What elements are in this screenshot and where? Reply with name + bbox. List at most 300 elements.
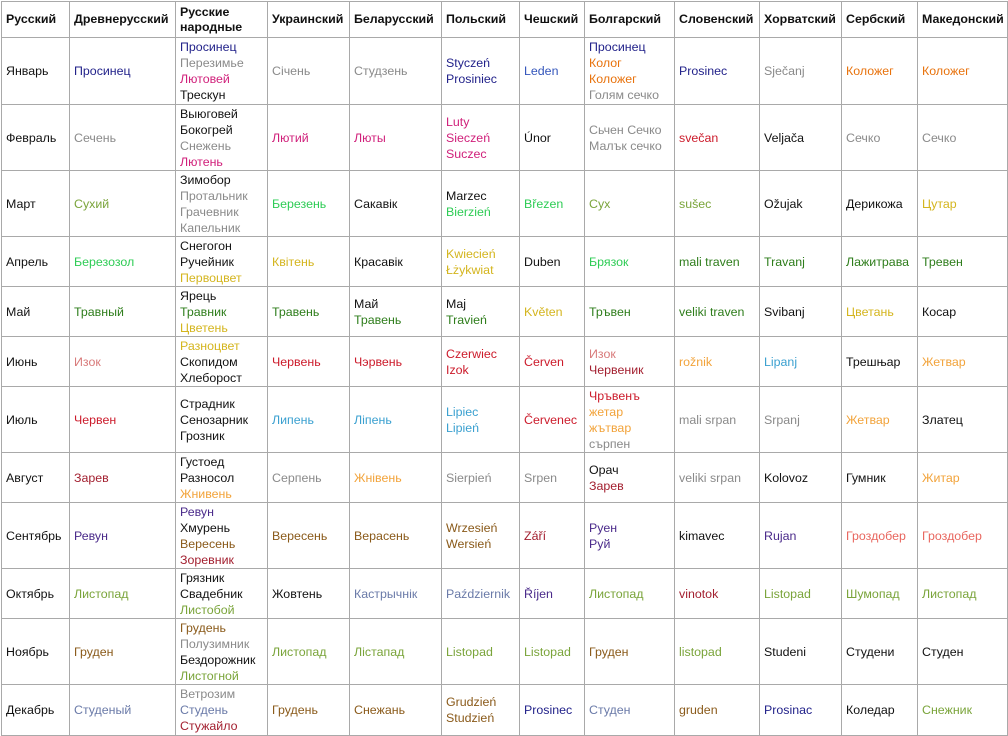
table-row <box>2 387 1008 453</box>
cell-bulgarian <box>585 105 675 171</box>
cell-belarusian <box>350 287 442 337</box>
cell-ukrainian <box>268 685 350 736</box>
month-word: Czerwiec <box>446 346 497 361</box>
month-word: Ветрозим <box>180 687 236 701</box>
cell-russian-folk <box>176 337 268 387</box>
cell-czech <box>520 619 585 685</box>
cell-old-russian <box>70 38 176 105</box>
month-word: Marzec <box>446 188 487 203</box>
month-word: Сенозарник <box>180 412 249 427</box>
cell-serbian <box>842 685 918 736</box>
month-word: Грудень <box>180 620 226 635</box>
cell-russian <box>2 569 70 619</box>
month-word: Жовтень <box>272 586 323 601</box>
month-word: Первоцвет <box>180 270 242 285</box>
cell-russian-folk <box>176 619 268 685</box>
cell-russian <box>2 237 70 287</box>
month-word: Студень <box>180 703 228 717</box>
month-word: Ožujak <box>764 196 803 211</box>
month-word: Листопад <box>272 644 327 659</box>
month-word: mali srpan <box>679 412 737 427</box>
month-word: Малък сечко <box>589 138 662 153</box>
cell-russian <box>2 337 70 387</box>
month-word: Квітень <box>272 254 315 269</box>
cell-russian-folk <box>176 503 268 569</box>
month-word: Październik <box>446 586 511 601</box>
month-word: Suczec <box>446 146 487 161</box>
cell-slovenian <box>675 685 760 736</box>
cell-old-russian <box>70 503 176 569</box>
column-header-czech: Чешский <box>520 2 585 38</box>
month-word: Голям сечко <box>589 88 659 102</box>
cell-russian-folk <box>176 38 268 105</box>
cell-slovenian <box>675 237 760 287</box>
month-word: Veljača <box>764 130 804 145</box>
month-word: Сечко <box>922 130 957 145</box>
cell-serbian <box>842 171 918 237</box>
cell-belarusian <box>350 337 442 387</box>
month-word: Sierpień <box>446 470 492 485</box>
cell-russian-folk <box>176 237 268 287</box>
month-word: rožnik <box>679 354 713 369</box>
column-header-ukrainian: Украинский <box>268 2 350 38</box>
cell-polish <box>442 337 520 387</box>
cell-croatian <box>760 337 842 387</box>
cell-slovenian <box>675 453 760 503</box>
cell-croatian <box>760 38 842 105</box>
month-word: Grudzień <box>446 695 497 709</box>
month-word: Sieczeń <box>446 130 491 145</box>
month-word: Студзень <box>354 64 408 78</box>
month-word: Май <box>354 296 379 311</box>
month-word: Снежник <box>922 703 973 717</box>
month-word: Перезимье <box>180 56 244 70</box>
month-word: Ревун <box>74 528 108 543</box>
month-word: Травень <box>354 312 402 327</box>
month-word: Июль <box>6 412 38 427</box>
month-word: Просинец <box>180 40 237 54</box>
column-header-belarusian: Беларусский <box>350 2 442 38</box>
month-word: Prosinec <box>679 64 728 78</box>
month-word: Протальник <box>180 188 248 203</box>
cell-macedonian <box>918 619 1008 685</box>
month-word: kimavec <box>679 528 725 543</box>
cell-slovenian <box>675 387 760 453</box>
month-word: Выюговей <box>180 106 238 121</box>
month-word: Ноябрь <box>6 644 49 659</box>
column-header-serbian: Сербский <box>842 2 918 38</box>
cell-slovenian <box>675 569 760 619</box>
month-word: Гроздобер <box>922 528 982 543</box>
month-word: Серпень <box>272 470 322 485</box>
month-word: Февраль <box>6 130 57 145</box>
cell-bulgarian <box>585 287 675 337</box>
month-word: Listopad <box>524 644 571 659</box>
month-word: Грязник <box>180 570 225 585</box>
cell-serbian <box>842 453 918 503</box>
month-word: gruden <box>679 703 718 717</box>
month-word: Жнивень <box>180 486 232 501</box>
month-word: Łżykwiat <box>446 262 494 277</box>
month-word: Сакавік <box>354 196 398 211</box>
month-word: Lipanj <box>764 354 798 369</box>
month-word: Зарев <box>589 478 624 493</box>
month-word: Duben <box>524 254 561 269</box>
table-row <box>2 685 1008 736</box>
month-word: Ревун <box>180 504 214 519</box>
cell-old-russian <box>70 337 176 387</box>
month-word: Люты <box>354 130 386 145</box>
month-word: Декабрь <box>6 703 55 717</box>
month-word: жетар <box>589 404 624 419</box>
cell-ukrainian <box>268 38 350 105</box>
month-word: Грозник <box>180 428 225 443</box>
month-word: Сух <box>589 196 611 211</box>
month-word: Лютовей <box>180 72 230 86</box>
month-word: Студен <box>922 644 964 659</box>
table-row <box>2 105 1008 171</box>
month-word: Лістапад <box>354 644 405 659</box>
month-word: Červenec <box>524 412 578 427</box>
cell-ukrainian <box>268 237 350 287</box>
month-word: Полузимник <box>180 636 250 651</box>
cell-bulgarian <box>585 453 675 503</box>
month-word: Май <box>6 304 31 319</box>
month-word: Leden <box>524 64 559 78</box>
month-word: Дерикожа <box>846 196 903 211</box>
month-word: Wersień <box>446 536 492 551</box>
cell-bulgarian <box>585 685 675 736</box>
month-word: Зоревник <box>180 552 234 567</box>
month-word: Студени <box>846 644 895 659</box>
month-word: Сечко <box>846 130 881 145</box>
cell-ukrainian <box>268 453 350 503</box>
cell-bulgarian <box>585 38 675 105</box>
cell-old-russian <box>70 387 176 453</box>
cell-macedonian <box>918 387 1008 453</box>
month-word: Разноцвет <box>180 338 240 353</box>
month-word: Коложег <box>922 64 970 78</box>
month-word: Трескун <box>180 88 226 102</box>
cell-slovenian <box>675 619 760 685</box>
month-word: Studzień <box>446 711 495 725</box>
month-word: Студеный <box>74 703 132 717</box>
cell-belarusian <box>350 453 442 503</box>
month-word: Свадебник <box>180 586 243 601</box>
month-word: Снежень <box>180 138 232 153</box>
cell-croatian <box>760 685 842 736</box>
cell-polish <box>442 685 520 736</box>
cell-bulgarian <box>585 237 675 287</box>
cell-croatian <box>760 287 842 337</box>
cell-old-russian <box>70 619 176 685</box>
column-header-croatian: Хорватский <box>760 2 842 38</box>
cell-ukrainian <box>268 171 350 237</box>
cell-serbian <box>842 387 918 453</box>
month-word: Січень <box>272 64 311 78</box>
month-word: Листопад <box>589 586 644 601</box>
cell-belarusian <box>350 503 442 569</box>
month-word: Říjen <box>524 586 553 601</box>
month-word: Коложег <box>846 64 894 78</box>
month-word: Цутар <box>922 196 957 211</box>
month-word: Styczeń <box>446 56 491 70</box>
cell-russian <box>2 503 70 569</box>
month-word: Липень <box>272 412 314 427</box>
cell-macedonian <box>918 337 1008 387</box>
month-word: Вересень <box>272 528 328 543</box>
cell-czech <box>520 685 585 736</box>
month-word: Гумник <box>846 470 886 485</box>
cell-russian <box>2 685 70 736</box>
month-word: жътвар <box>589 420 632 435</box>
cell-belarusian <box>350 105 442 171</box>
month-word: Листопад <box>74 586 129 601</box>
month-word: Студен <box>589 703 631 717</box>
cell-polish <box>442 569 520 619</box>
cell-croatian <box>760 105 842 171</box>
month-word: Lipień <box>446 420 480 435</box>
month-word: Prosinec <box>524 703 573 717</box>
cell-slovenian <box>675 287 760 337</box>
cell-macedonian <box>918 105 1008 171</box>
month-word: Únor <box>524 130 551 145</box>
month-word: Снежань <box>354 703 406 717</box>
column-header-macedonian: Македонский <box>918 2 1008 38</box>
cell-slovenian <box>675 38 760 105</box>
cell-czech <box>520 171 585 237</box>
cell-czech <box>520 237 585 287</box>
cell-czech <box>520 569 585 619</box>
month-word: Шумопад <box>846 586 900 601</box>
cell-macedonian <box>918 453 1008 503</box>
month-word: Трешњар <box>846 354 901 369</box>
column-header-slovenian: Словенский <box>675 2 760 38</box>
cell-ukrainian <box>268 287 350 337</box>
month-word: Лажитрава <box>846 254 910 269</box>
month-word: Апрель <box>6 254 49 269</box>
month-word: Грачевник <box>180 204 239 219</box>
cell-croatian <box>760 387 842 453</box>
month-word: Коледар <box>846 703 895 717</box>
month-word: Travień <box>446 312 487 327</box>
cell-old-russian <box>70 453 176 503</box>
cell-croatian <box>760 171 842 237</box>
month-word: Груден <box>74 644 114 659</box>
month-word: Страдник <box>180 396 235 411</box>
cell-russian-folk <box>176 453 268 503</box>
month-word: Září <box>524 528 547 543</box>
cell-polish <box>442 105 520 171</box>
month-word: Сентябрь <box>6 528 62 543</box>
cell-ukrainian <box>268 105 350 171</box>
column-header-polish: Польский <box>442 2 520 38</box>
month-word: Srpanj <box>764 412 800 427</box>
cell-polish <box>442 453 520 503</box>
cell-old-russian <box>70 171 176 237</box>
month-word: Хмурень <box>180 520 231 535</box>
cell-polish <box>442 287 520 337</box>
month-word: Тревен <box>922 254 963 269</box>
month-word: sušec <box>679 196 712 211</box>
cell-old-russian <box>70 287 176 337</box>
month-word: Prosinac <box>764 703 813 717</box>
cell-ukrainian <box>268 569 350 619</box>
month-word: Листогной <box>180 668 239 683</box>
cell-macedonian <box>918 685 1008 736</box>
month-word: Травный <box>74 304 124 319</box>
cell-polish <box>442 503 520 569</box>
table-row <box>2 237 1008 287</box>
table-row <box>2 287 1008 337</box>
month-word: Март <box>6 196 36 211</box>
cell-macedonian <box>918 237 1008 287</box>
month-word: Верасень <box>354 528 410 543</box>
cell-belarusian <box>350 387 442 453</box>
month-word: Грудень <box>272 703 318 717</box>
cell-belarusian <box>350 569 442 619</box>
cell-bulgarian <box>585 503 675 569</box>
month-word: Тръвен <box>589 304 631 319</box>
cell-czech <box>520 105 585 171</box>
month-word: Сечень <box>74 130 117 145</box>
month-word: Колог <box>589 56 622 70</box>
month-word: Златец <box>922 412 963 427</box>
cell-polish <box>442 171 520 237</box>
cell-belarusian <box>350 38 442 105</box>
month-word: Август <box>6 470 44 485</box>
month-word: Kolovoz <box>764 470 809 485</box>
month-word: Красавік <box>354 254 403 269</box>
cell-belarusian <box>350 171 442 237</box>
month-word: Listopad <box>446 644 493 659</box>
month-word: Вересень <box>180 536 236 551</box>
month-word: сърпен <box>589 436 631 451</box>
month-word: Косар <box>922 304 957 319</box>
cell-czech <box>520 38 585 105</box>
month-word: Орач <box>589 462 619 477</box>
cell-polish <box>442 387 520 453</box>
month-word: Жнівень <box>354 470 402 485</box>
month-word: vinotok <box>679 586 719 601</box>
month-word: Брязок <box>589 254 629 269</box>
cell-russian <box>2 105 70 171</box>
column-header-russian: Русский <box>2 2 70 38</box>
cell-russian-folk <box>176 685 268 736</box>
cell-russian <box>2 171 70 237</box>
cell-serbian <box>842 237 918 287</box>
table-row <box>2 503 1008 569</box>
month-word: Цветень <box>180 320 228 335</box>
month-word: Червень <box>272 354 321 369</box>
cell-croatian <box>760 453 842 503</box>
cell-serbian <box>842 287 918 337</box>
cell-russian <box>2 453 70 503</box>
month-word: Сухий <box>74 196 110 211</box>
month-word: Lipiec <box>446 404 479 419</box>
cell-bulgarian <box>585 569 675 619</box>
month-word: Жетвар <box>922 354 966 369</box>
cell-bulgarian <box>585 337 675 387</box>
month-word: Цветань <box>846 304 894 319</box>
cell-old-russian <box>70 105 176 171</box>
month-word: Prosiniec <box>446 72 497 86</box>
month-word: Июнь <box>6 354 38 369</box>
month-word: Капельник <box>180 220 241 235</box>
month-word: Октябрь <box>6 586 55 601</box>
cell-czech <box>520 387 585 453</box>
month-word: veliki traven <box>679 304 745 319</box>
month-word: Скопидом <box>180 354 238 369</box>
cell-macedonian <box>918 569 1008 619</box>
cell-bulgarian <box>585 619 675 685</box>
month-word: Сьчен Сечко <box>589 122 662 137</box>
cell-russian <box>2 287 70 337</box>
cell-ukrainian <box>268 387 350 453</box>
cell-russian-folk <box>176 171 268 237</box>
cell-czech <box>520 453 585 503</box>
cell-serbian <box>842 38 918 105</box>
cell-belarusian <box>350 685 442 736</box>
month-word: Листопад <box>922 586 977 601</box>
month-word: Стужайло <box>180 719 238 733</box>
table-row <box>2 453 1008 503</box>
cell-croatian <box>760 569 842 619</box>
cell-slovenian <box>675 171 760 237</box>
month-word: Житар <box>922 470 960 485</box>
month-word: Червеник <box>589 362 644 377</box>
cell-macedonian <box>918 38 1008 105</box>
column-header-old-russian: Древнерусский <box>70 2 176 38</box>
month-word: Srpen <box>524 470 558 485</box>
cell-slovenian <box>675 105 760 171</box>
month-word: Груден <box>589 644 629 659</box>
table-header <box>2 2 1008 38</box>
month-word: Listopad <box>764 586 811 601</box>
month-word: Кастрычнік <box>354 586 418 601</box>
month-word: Бокогрей <box>180 122 233 137</box>
month-word: Червен <box>74 412 117 427</box>
month-names-table <box>1 1 1008 736</box>
cell-belarusian <box>350 237 442 287</box>
cell-serbian <box>842 619 918 685</box>
cell-russian-folk <box>176 105 268 171</box>
cell-belarusian <box>350 619 442 685</box>
month-word: Svibanj <box>764 304 805 319</box>
month-word: Чръвенъ <box>589 388 640 403</box>
cell-macedonian <box>918 171 1008 237</box>
cell-macedonian <box>918 503 1008 569</box>
column-header-russian-folk: Русские народные <box>176 2 268 38</box>
month-word: Březen <box>524 196 564 211</box>
month-word: Хлебороcт <box>180 370 242 385</box>
month-word: Зимобор <box>180 172 231 187</box>
cell-polish <box>442 237 520 287</box>
month-word: Květen <box>524 304 563 319</box>
cell-old-russian <box>70 569 176 619</box>
month-word: Maj <box>446 296 466 311</box>
month-word: veliki srpan <box>679 470 741 485</box>
cell-polish <box>442 619 520 685</box>
table-row <box>2 171 1008 237</box>
month-word: Červen <box>524 354 564 369</box>
table-row <box>2 38 1008 105</box>
cell-russian-folk <box>176 569 268 619</box>
month-word: Березозол <box>74 254 135 269</box>
month-word: Ліпень <box>354 412 392 427</box>
month-word: Травник <box>180 304 227 319</box>
cell-polish <box>442 38 520 105</box>
